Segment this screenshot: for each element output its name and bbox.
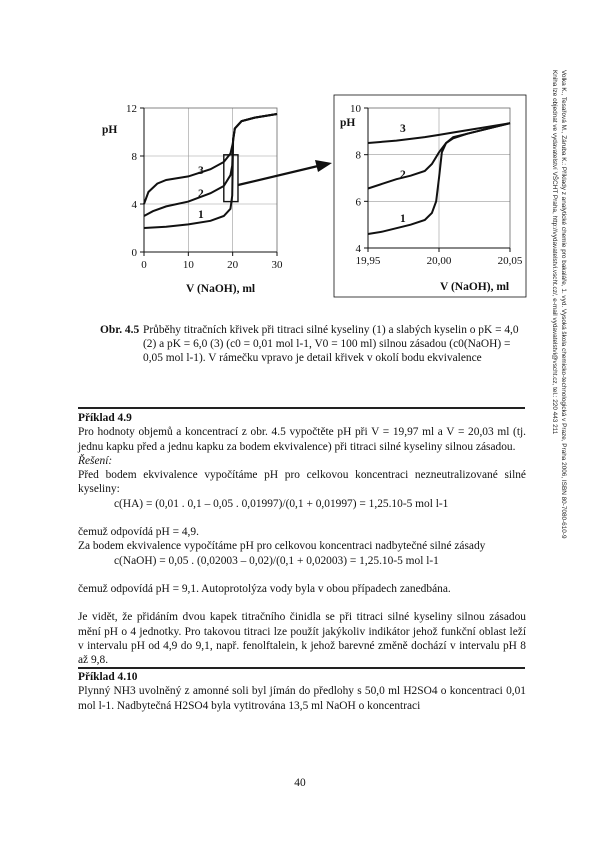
equation-2: c(NaOH) = 0,05 . (0,02003 – 0,02)/(0,1 + 0,02003) = 1,25.10-5 mol l-1 bbox=[114, 554, 439, 567]
series-label-2: 2 bbox=[198, 188, 204, 200]
zoom-rectangle bbox=[224, 155, 238, 202]
figure-caption-text: Průběhy titračních křivek při titraci silné kyseliny (1) a slabých kyselin o pK = 4,0 (2) a pK = 6,0 (3) (c0 = 0,01 mol l-1, V0 = 100 ml) silnou zásadou (c0(NaOH) = 0,05 mol l-1). V rámečku vpravo je detail křivek v okolí bodu ekvivalence bbox=[143, 324, 519, 365]
x-axis-label: V (NaOH), ml bbox=[440, 281, 510, 293]
example-4-9-title: Příklad 4.9 bbox=[78, 412, 132, 424]
series-label-1: 1 bbox=[198, 209, 204, 221]
series-line-2 bbox=[144, 114, 277, 216]
series-label-2: 2 bbox=[400, 169, 406, 181]
solution-label: Řešení: bbox=[78, 454, 113, 467]
example-4-9-result-1: čemuž odpovídá pH = 4,9. bbox=[78, 526, 199, 539]
y-tick-label: 0 bbox=[131, 247, 137, 259]
series-label-1: 1 bbox=[400, 213, 406, 225]
example-4-9-step-2: Za bodem ekvivalence vypočítáme pH pro celkovou koncentraci nadbytečné silné zásady bbox=[78, 540, 486, 553]
figure-caption bbox=[100, 323, 530, 366]
example-4-9-step-1: Před bodem ekvivalence vypočítáme pH pro celkovou koncentraci nezneutralizované silné kyseliny: bbox=[78, 469, 526, 496]
zoom-arrow-head bbox=[315, 160, 332, 172]
y-tick-label: 8 bbox=[131, 151, 137, 163]
example-4-10 bbox=[78, 670, 526, 713]
x-tick-label: 30 bbox=[271, 259, 283, 271]
example-4-9 bbox=[78, 411, 526, 667]
x-tick-label: 20,00 bbox=[426, 255, 452, 267]
y-tick-label: 8 bbox=[355, 149, 361, 162]
equation-1: c(HA) = (0,01 . 0,1 – 0,05 . 0,01997)/(0,1 + 0,01997) = 1,25.10-5 mol l-1 bbox=[114, 497, 449, 510]
x-tick-label: 0 bbox=[141, 259, 147, 271]
section-rule-2 bbox=[78, 667, 525, 669]
example-4-9-conclusion: Je vidět, že přidáním dvou kapek titračního činidla se při titraci silné kyseliny silnou zásadou mění pH o 4 jednotky. Pro takovou titraci lze použít jakýkoliv indikátor jehož funkční oblast leží v intervalu pH od 4,9 do 9,1, např. fenolftalein, k jehož barevné změně dochází v intervalu pH 8 až 9,8. bbox=[78, 611, 526, 667]
chart-overview bbox=[102, 103, 283, 295]
example-4-10-task: Plynný NH3 uvolněný z amonné soli byl jímán do předlohy s 50,0 ml H2SO4 o koncentraci 0,01 mol l-1. Nadbytečná H2SO4 byla vytitrována 13,5 ml NaOH o koncentraci bbox=[78, 685, 526, 712]
series-label-3: 3 bbox=[198, 165, 204, 177]
y-tick-label: 12 bbox=[126, 103, 137, 115]
y-tick-label: 10 bbox=[350, 103, 361, 115]
section-rule-1 bbox=[78, 407, 525, 409]
side-note-line-2: Kniha lze objednat ve vydavatelství VŠCHT Praha, http://vydavatelstvi.vscht.cz/, e-mail vydavatelstvi@vscht.cz, tel.: 220 443 211 bbox=[551, 70, 559, 435]
example-4-9-task: Pro hodnoty objemů a koncentrací z obr. 4.5 vypočtěte pH při V = 19,97 ml a V = 20,03 ml (tj. jednu kapku před a jednu kapku za bodem ekvivalence) při titraci silné kyseliny silnou zásadou. bbox=[78, 426, 526, 453]
series-label-3: 3 bbox=[400, 123, 406, 135]
figure bbox=[0, 0, 600, 310]
series-line-3 bbox=[144, 114, 277, 204]
chart-detail bbox=[340, 103, 523, 293]
x-tick-label: 20,05 bbox=[497, 255, 523, 267]
y-axis-label: pH bbox=[340, 117, 356, 129]
page-number: 40 bbox=[294, 777, 306, 789]
x-tick-label: 20 bbox=[227, 259, 239, 271]
zoom-arrow bbox=[238, 166, 318, 185]
y-tick-label: 6 bbox=[355, 196, 361, 209]
y-tick-label: 4 bbox=[355, 243, 361, 255]
figure-label: Obr. 4.5 bbox=[100, 324, 140, 336]
example-4-10-title: Příklad 4.10 bbox=[78, 671, 138, 683]
y-tick-label: 4 bbox=[131, 199, 137, 211]
x-axis-label: V (NaOH), ml bbox=[186, 283, 256, 295]
x-tick-label: 19,95 bbox=[355, 255, 381, 267]
series-line-1 bbox=[144, 114, 277, 228]
y-axis-label: pH bbox=[102, 124, 118, 136]
x-tick-label: 10 bbox=[182, 259, 194, 271]
example-4-9-result-2: čemuž odpovídá pH = 9,1. Autoprotolýza vody byla v obou případech zanedbána. bbox=[78, 582, 451, 595]
side-note-line-1: Volka K., Tesařová M., Záruba K.: Příklady z analytické chemie pro bakaláře, 1. vyd. Vysoká škola chemicko-technologická v Praze, Praha 2006, ISBN 80-7080-610-9 bbox=[560, 70, 567, 539]
